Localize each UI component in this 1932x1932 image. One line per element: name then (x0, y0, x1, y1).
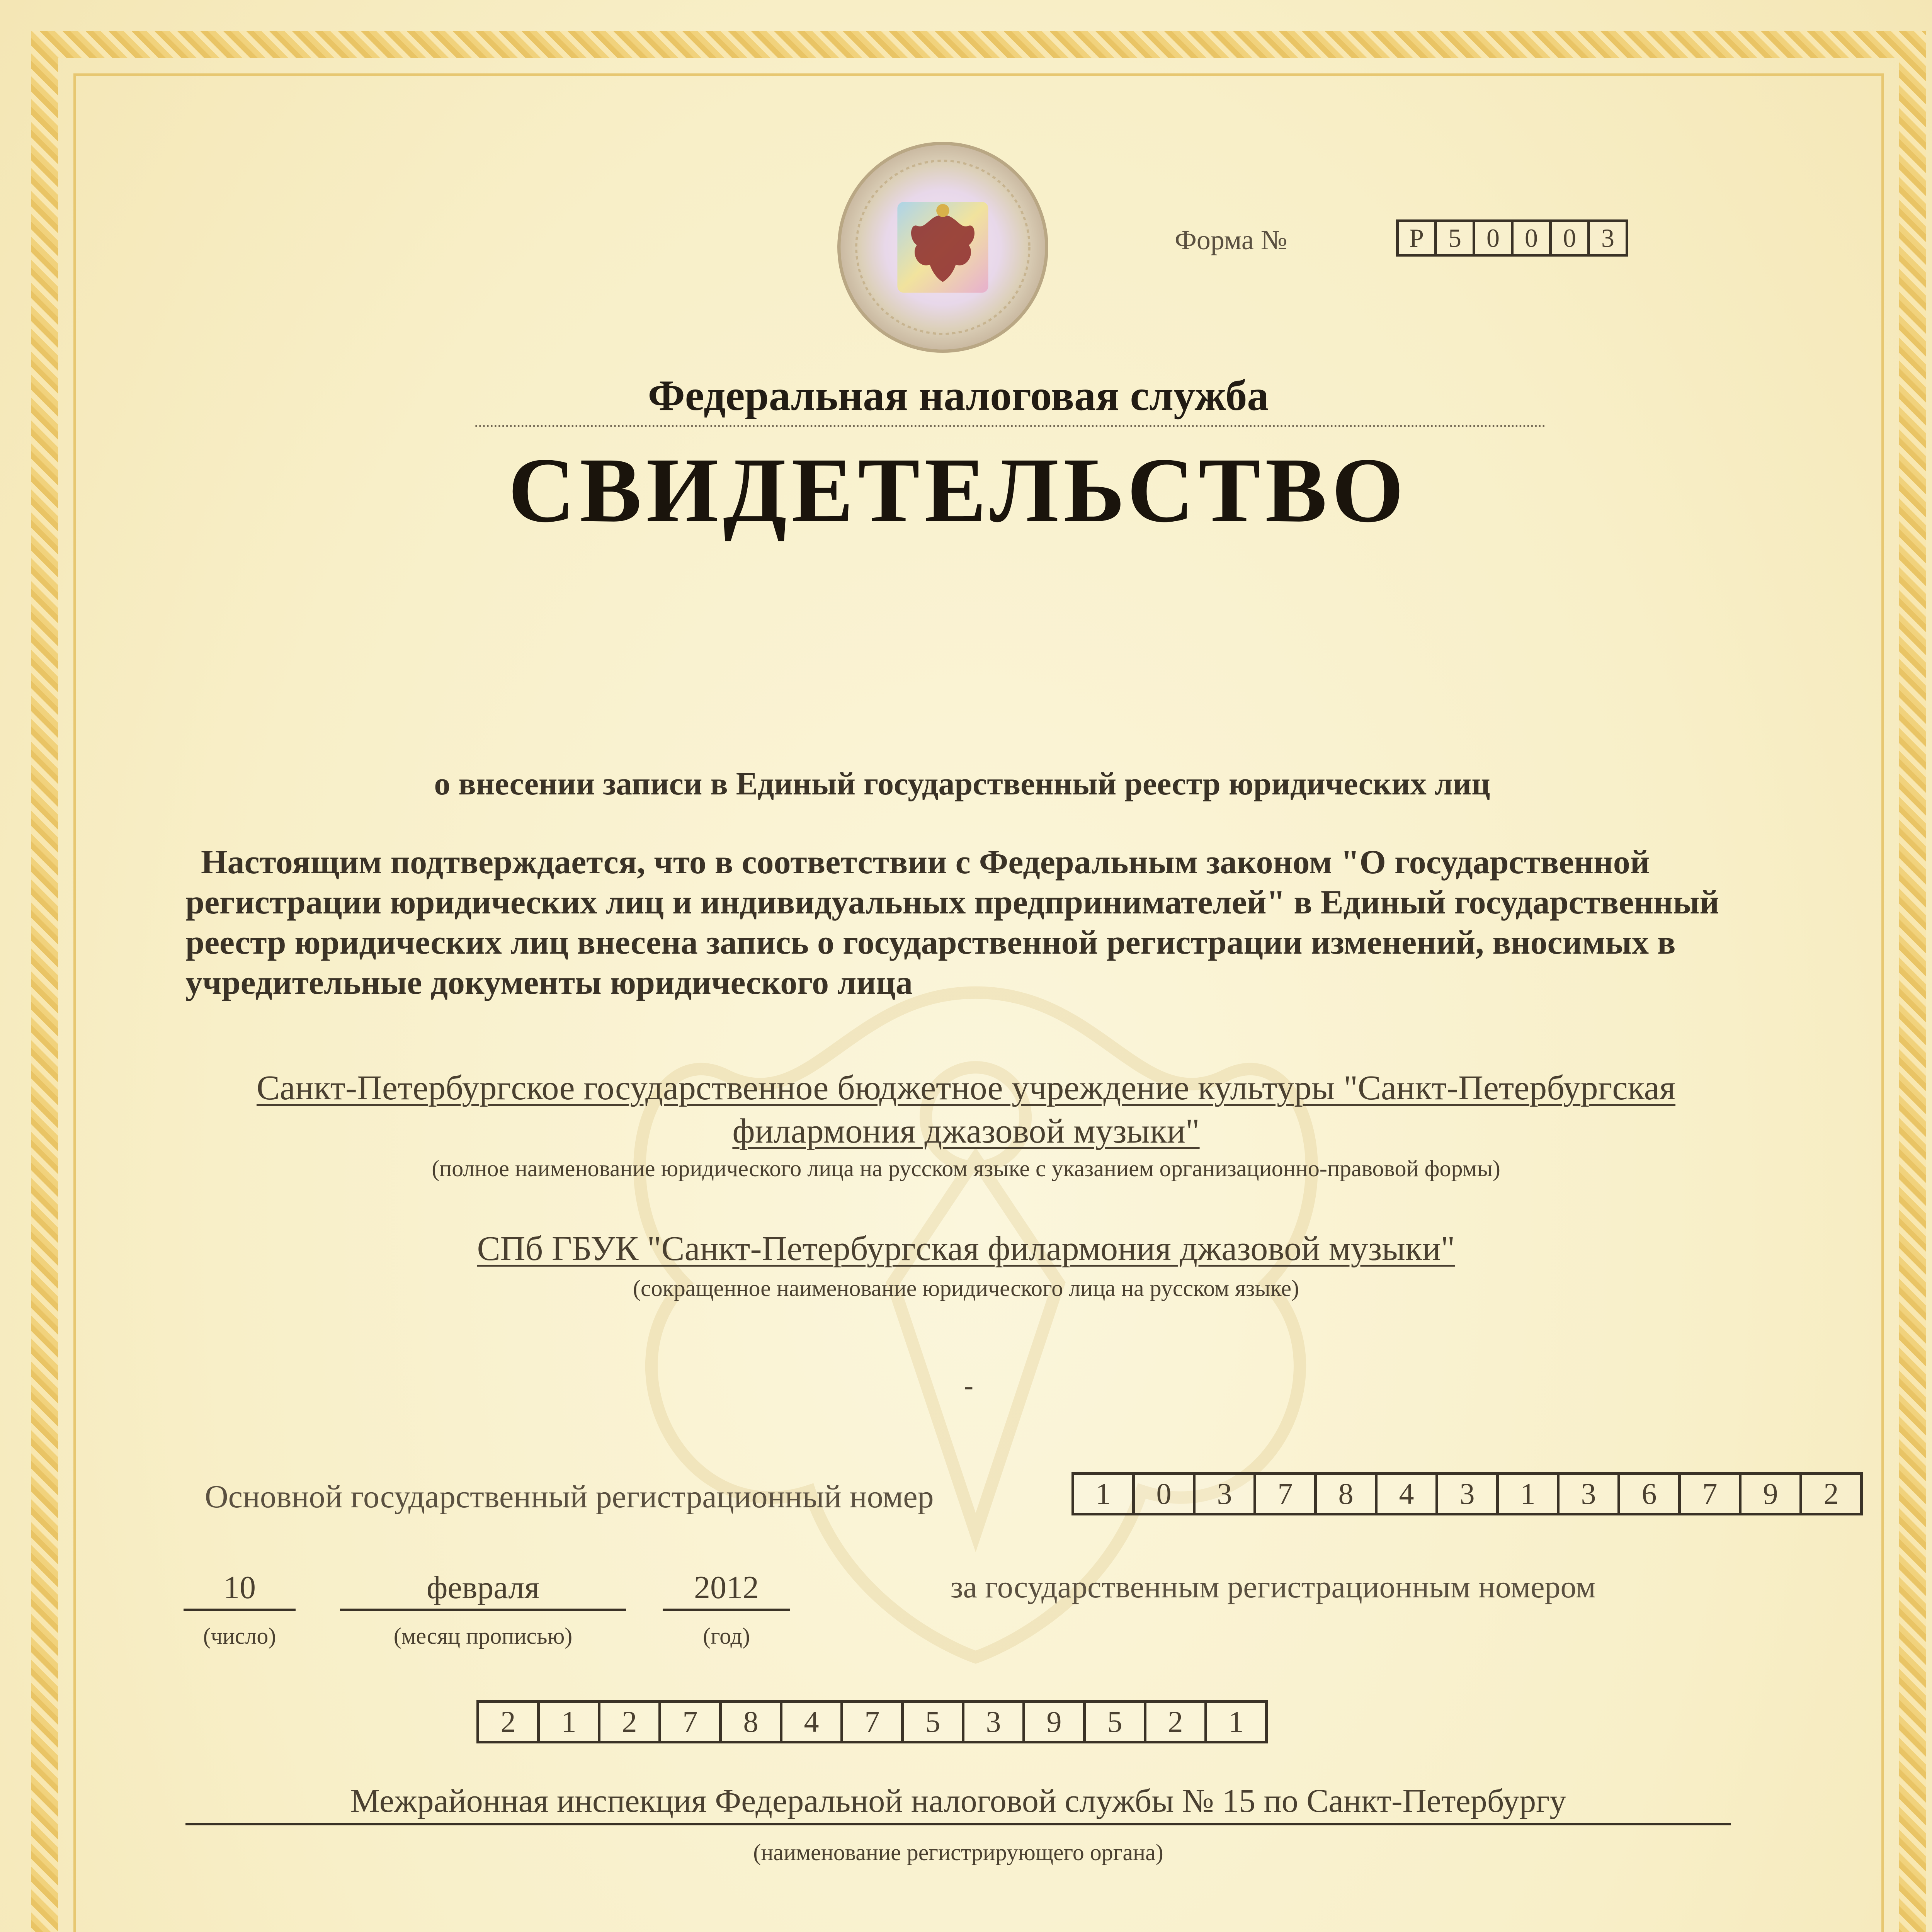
gr-digit: 9 (1022, 1700, 1086, 1743)
form-code-cell: 5 (1434, 219, 1475, 257)
gr-digit: 8 (719, 1700, 782, 1743)
form-code-cell: 0 (1549, 219, 1590, 257)
agency-divider (475, 425, 1546, 427)
ogrn-digit: 3 (1193, 1472, 1256, 1515)
ogrn-digit: 1 (1071, 1472, 1135, 1515)
ogrn-digit: 3 (1435, 1472, 1499, 1515)
registration-month: февраля (340, 1569, 626, 1611)
registration-year: 2012 (663, 1569, 790, 1611)
entity-full-name: Санкт-Петербургское государственное бюджетное учреждение культуры "Санкт-Петербургская филармония джазовой музыки" (256, 1069, 1676, 1150)
gr-digit: 2 (476, 1700, 540, 1743)
ogrn-digit: 7 (1678, 1472, 1742, 1515)
ogrn-digit: 9 (1739, 1472, 1802, 1515)
agency-name: Федеральная налоговая служба (648, 372, 1269, 420)
ogrn-digit: 2 (1799, 1472, 1863, 1515)
registering-authority: Межрайонная инспекция Федеральной налоговой службы № 15 по Санкт-Петербургу (185, 1781, 1731, 1825)
gr-digit: 1 (1204, 1700, 1268, 1743)
form-label: Форма № (1175, 224, 1287, 255)
entity-short-name-caption: (сокращенное наименование юридического лица на русском языке) (633, 1276, 1299, 1301)
form-code-cell: 0 (1473, 219, 1514, 257)
gr-number (479, 1700, 1268, 1743)
ogrn-digit: 1 (1496, 1472, 1560, 1515)
statement-paragraph: Настоящим подтверждается, что в соответствии с Федеральным законом "О государственной регистрации юридических лиц и индивидуальных предпринимателей" в Единый государственный реестр юридических лиц внесена запись о государственной регистрации изменений, вносимых в учредительные документы юридического лица (185, 844, 1719, 1002)
ogrn-digit: 4 (1375, 1472, 1438, 1515)
ogrn-digit: 8 (1314, 1472, 1378, 1515)
ogrn-digit: 3 (1557, 1472, 1620, 1515)
entity-short-name: СПб ГБУК "Санкт-Петербургская филармония джазовой музыки" (477, 1230, 1455, 1268)
ogrn-digit: 0 (1132, 1472, 1196, 1515)
form-code-cell: 3 (1587, 219, 1628, 257)
month-caption: (месяц прописью) (393, 1623, 573, 1649)
hologram-emblem-icon (835, 139, 1051, 355)
gr-number-label: за государственным регистрационным номером (951, 1569, 1596, 1604)
document-subtitle: о внесении записи в Единый государственный реестр юридических лиц (434, 766, 1490, 802)
gr-digit: 7 (658, 1700, 722, 1743)
gr-digit: 5 (1083, 1700, 1146, 1743)
gr-digit: 2 (598, 1700, 661, 1743)
gr-digit: 5 (901, 1700, 964, 1743)
empty-field-dash: - (964, 1370, 973, 1401)
form-code-cell: Р (1396, 219, 1437, 257)
gr-digit: 3 (962, 1700, 1025, 1743)
registration-day: 10 (184, 1569, 296, 1611)
gr-digit: 2 (1144, 1700, 1207, 1743)
year-caption: (год) (703, 1623, 750, 1649)
ogrn-label: Основной государственный регистрационный номер (205, 1479, 934, 1515)
entity-full-name-caption: (полное наименование юридического лица на русском языке с указанием организационно-правовой формы) (432, 1156, 1500, 1181)
gr-digit: 1 (537, 1700, 600, 1743)
registering-authority-caption: (наименование регистрирующего органа) (753, 1840, 1163, 1865)
form-code-cell: 0 (1511, 219, 1552, 257)
gr-digit: 4 (780, 1700, 843, 1743)
document-title: СВИДЕТЕЛЬСТВО (508, 439, 1408, 541)
ogrn-digit: 6 (1617, 1472, 1681, 1515)
gr-digit: 7 (840, 1700, 904, 1743)
ogrn-digit: 7 (1253, 1472, 1317, 1515)
ogrn-number (1074, 1472, 1863, 1515)
day-caption: (число) (203, 1623, 276, 1649)
form-code (1399, 219, 1628, 257)
